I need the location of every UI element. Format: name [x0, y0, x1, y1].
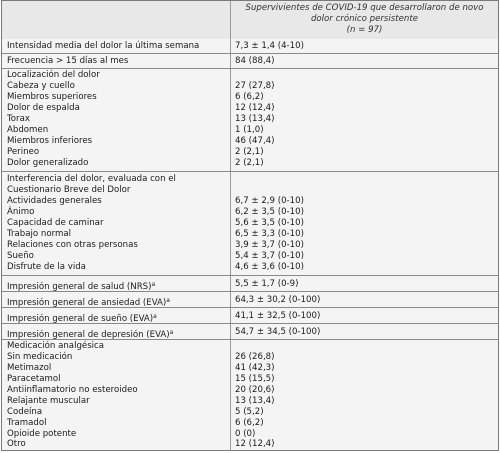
row-value: 2 (2,1)	[235, 158, 264, 168]
row-label: Intensidad media del dolor la última semana	[7, 41, 200, 51]
column-header-line: (n = 97)	[346, 25, 383, 35]
row-value: 1 (1,0)	[235, 125, 264, 135]
row-value: 6,5 ± 3,3 (0-10)	[235, 229, 304, 239]
row-label: Ánimo	[7, 207, 35, 217]
row-label: Torax	[7, 114, 30, 124]
section-title: Localización del dolor	[7, 70, 100, 80]
row-label: Dolor generalizado	[7, 158, 89, 168]
row-value: 13 (13,4)	[235, 114, 275, 124]
section-title: Cuestionario Breve del Dolor	[7, 185, 131, 195]
row-value: 5,5 ± 1,7 (0-9)	[235, 279, 299, 289]
table-row	[2, 276, 498, 292]
row-value: 46 (47,4)	[235, 136, 275, 146]
row-label: Abdomen	[7, 125, 49, 135]
table-section-medicacion	[2, 340, 498, 450]
row-label: Perineo	[7, 147, 40, 157]
row-label: Sueño	[7, 251, 34, 261]
row-value: 6,2 ± 3,5 (0-10)	[235, 207, 304, 217]
row-label: Cabeza y cuello	[7, 81, 75, 91]
row-value: 20 (20,6)	[235, 385, 275, 395]
table-row	[2, 324, 498, 340]
row-label: Otro	[7, 439, 26, 449]
row-value: 7,3 ± 1,4 (4-10)	[235, 41, 304, 51]
row-value: 84 (88,4)	[235, 56, 275, 66]
section-title: Medicación analgésica	[7, 341, 105, 351]
row-value: 6 (6,2)	[235, 92, 264, 102]
table-row	[2, 54, 498, 69]
row-label: Antiinflamatorio no esteroideo	[7, 385, 138, 395]
row-value: 41,1 ± 32,5 (0-100)	[235, 311, 321, 321]
row-label: Dolor de espalda	[7, 103, 80, 113]
row-label: Sin medicación	[7, 352, 73, 362]
table-section-localizacion	[2, 69, 498, 172]
row-label: Relaciones con otras personas	[7, 240, 138, 250]
row-value: 54,7 ± 34,5 (0-100)	[235, 327, 321, 337]
row-value: 64,3 ± 30,2 (0-100)	[235, 295, 321, 305]
row-label: Codeína	[7, 407, 43, 417]
data-table	[1, 0, 499, 451]
row-label: Trabajo normal	[7, 229, 71, 239]
row-label: Impresión general de salud (NRS)$^a$	[7, 281, 156, 292]
row-value: 12 (12,4)	[235, 103, 275, 113]
row-value: 3,9 ± 3,7 (0-10)	[235, 240, 304, 250]
row-value: 0 (0)	[235, 429, 256, 439]
row-value: 15 (15,5)	[235, 374, 275, 384]
section-title: Interferencia del dolor, evaluada con el	[7, 174, 176, 184]
row-label: Miembros superiores	[7, 92, 97, 102]
row-label: Relajante muscular	[7, 396, 90, 406]
row-value: 41 (42,3)	[235, 363, 275, 373]
row-label: Metimazol	[7, 363, 52, 373]
row-value: 27 (27,8)	[235, 81, 275, 91]
table-row	[2, 292, 498, 308]
row-label: Impresión general de ansiedad (EVA)$^a$	[7, 297, 170, 308]
row-value: 4,6 ± 3,6 (0-10)	[235, 262, 304, 272]
row-label: Miembros inferiores	[7, 136, 93, 146]
row-label: Impresión general de sueño (EVA)$^a$	[7, 313, 157, 324]
row-value: 6 (6,2)	[235, 418, 264, 428]
row-label: Actividades generales	[7, 196, 102, 206]
row-value: 5,6 ± 3,5 (0-10)	[235, 218, 304, 228]
row-label: Tramadol	[7, 418, 47, 428]
column-header	[231, 3, 498, 36]
row-label: Disfrute de la vida	[7, 262, 86, 272]
row-label: Opioide potente	[7, 429, 77, 439]
row-value: 5,4 ± 3,7 (0-10)	[235, 251, 304, 261]
table-row	[2, 39, 498, 54]
row-label: Capacidad de caminar	[7, 218, 104, 228]
row-label: Frecuencia > 15 días al mes	[7, 56, 129, 66]
table-row	[2, 308, 498, 324]
row-value: 13 (13,4)	[235, 396, 275, 406]
row-label: Impresión general de depresión (EVA)$^a$	[7, 329, 174, 340]
column-header-line: Supervivientes de COVID-19 que desarrollaron de novo	[245, 3, 484, 13]
row-value: 12 (12,4)	[235, 439, 275, 449]
row-label: Paracetamol	[7, 374, 61, 384]
row-value: 26 (26,8)	[235, 352, 275, 362]
row-value: 6,7 ± 2,9 (0-10)	[235, 196, 304, 206]
table-section-interferencia	[2, 172, 498, 276]
table-header	[2, 1, 498, 40]
column-header-line: dolor crónico persistente	[310, 14, 419, 24]
row-value: 2 (2,1)	[235, 147, 264, 157]
row-value: 5 (5,2)	[235, 407, 264, 417]
